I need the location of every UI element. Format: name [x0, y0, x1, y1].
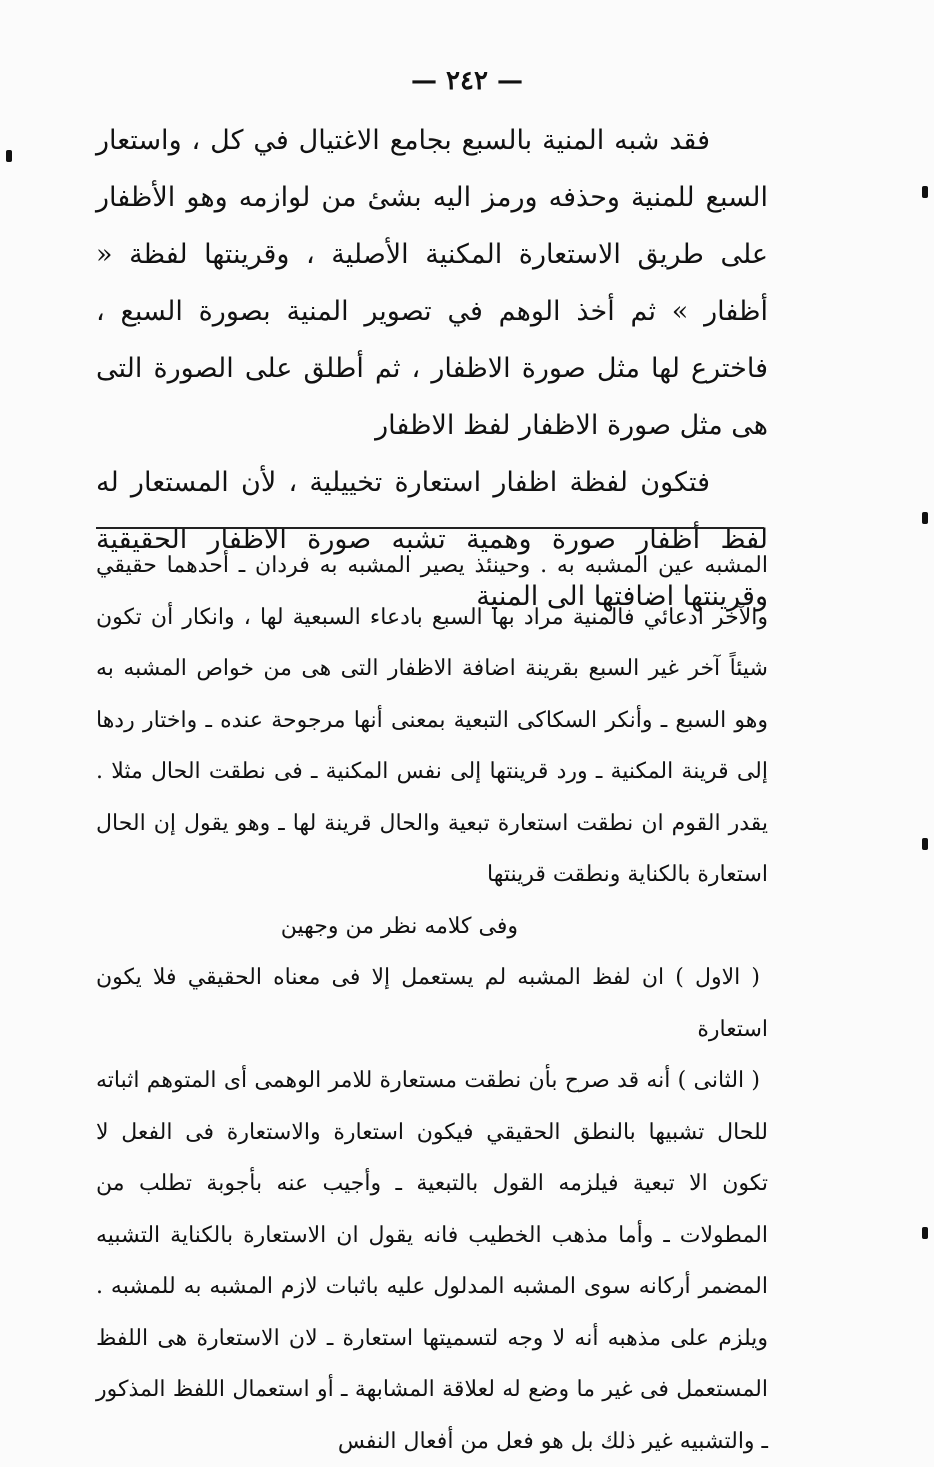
footnote-divider [96, 527, 764, 529]
margin-mark [922, 512, 928, 524]
main-paragraph-1: فقد شبه المنية بالسبع بجامع الاغتيال في كل ، واستعار السبع للمنية وحذفه ورمز اليه بشئ من لوازمه وهو الأظفار على طريق الاستعارة المكنية الأصلية ، وقرينتها لفظة « أظفار » ثم أخذ الوهم في تصوير المنية بصورة السبع ، فاخترع لها مثل صورة الاظفار ، ثم أطلق على الصورة التى هى مثل صورة الاظفار لفظ الاظفار [96, 125, 768, 441]
page-number: — ٢٤٢ — [410, 66, 524, 96]
margin-mark [922, 1227, 928, 1239]
footnote-second-point: ( الثانى ) أنه قد صرح بأن نطقت مستعارة للامر الوهمى أى المتوهم اثباته للحال تشبيها بالنطق الحقيقي فيكون استعارة والاستعارة فى الفعل لا تكون الا تبعية فيلزمه القول بالتبعية ـ وأجيب عنه بأجوبة تطلب من المطولات ـ وأما مذهب الخطيب فانه يقول ان الاستعارة بالكناية التشبيه المضمر أركانه سوى المشبه المدلول عليه باثبات لازم المشبه به للمشبه . ويلزم على مذهبه أنه لا وجه لتسميتها استعارة ـ لان الاستعارة هى اللفظ المستعمل فى غير ما وضع له لعلاقة المشابهة ـ أو استعمال اللفظ المذكور ـ والتشبيه غير ذلك بل هو فعل من أفعال النفس [96, 1068, 768, 1454]
main-paragraph-2: فتكون لفظة اظفار استعارة تخييلية ، لأن المستعار له لفظ أظفار صورة وهمية تشبه صورة الاظفار الحقيقية وقرينتها اضافتها الى المنية [96, 467, 768, 612]
margin-mark [922, 838, 928, 850]
footnote-text [96, 540, 768, 1467]
margin-mark [922, 186, 928, 198]
footnote-heading-line: وفى كلامه نظر من وجهين [280, 913, 518, 939]
footnote-first-point: ( الاول ) ان لفظ المشبه لم يستعمل إلا فى معناه الحقيقي فلا يكون استعارة [96, 965, 768, 1042]
margin-mark [6, 150, 12, 162]
footnote-paragraph-1: المشبه عين المشبه به . وحينئذ يصير المشبه به فردان ـ أحدهما حقيقي والآخر ادعائي فالمنية مراد بها السبع بادعاء السبعية لها ، وانكار أن تكون شيئاً آخر غير السبع بقرينة اضافة الاظفار التى هى من خواص المشبه به وهو السبع ـ وأنكر السكاكى التبعية بمعنى أنها مرجوحة عنده ـ واختار ردها إلى قرينة المكنية ـ ورد قرينتها إلى نفس المكنية ـ فى نطقت الحال مثلا . يقدر القوم ان نطقت استعارة تبعية والحال قرينة لها ـ وهو يقول إن الحال استعارة بالكناية ونطقت قرينتها [96, 553, 768, 887]
